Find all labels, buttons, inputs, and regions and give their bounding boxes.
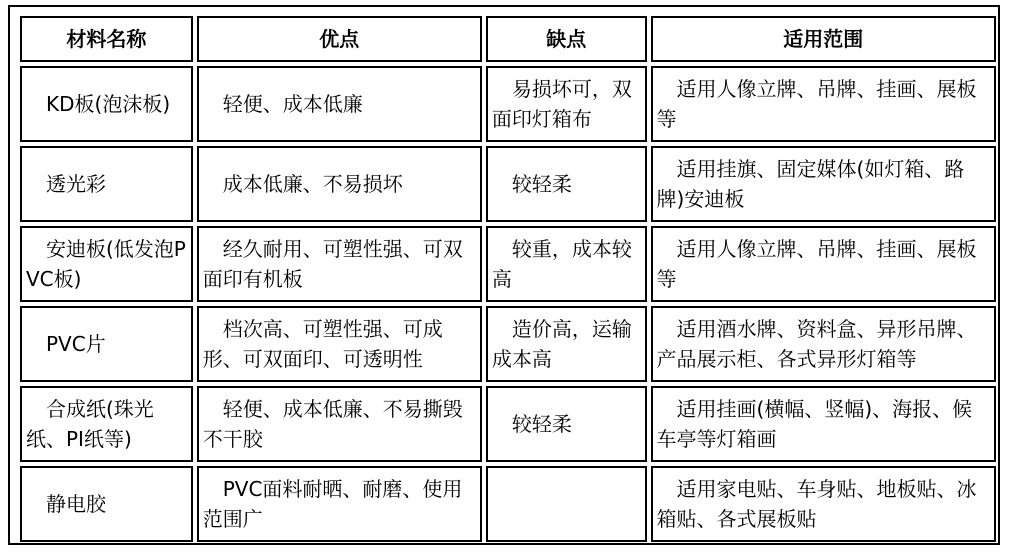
- cell-disadvantages: [486, 466, 647, 542]
- cell-advantages: 档次高、可塑性强、可成形、可双面印、可透明性: [197, 306, 482, 382]
- header-material-name: 材料名称: [20, 16, 193, 62]
- table-frame: [8, 5, 1000, 545]
- cell-advantages: 成本低廉、不易损坏: [197, 146, 482, 222]
- cell-application-scope: 适用人像立牌、吊牌、挂画、展板等: [651, 226, 996, 302]
- table-row: [20, 386, 996, 462]
- cell-application-scope: 适用酒水牌、资料盒、异形吊牌、产品展示柜、各式异形灯箱等: [651, 306, 996, 382]
- table-header-row: [20, 16, 996, 62]
- cell-material-name: 透光彩: [20, 146, 193, 222]
- cell-advantages: 经久耐用、可塑性强、可双面印有机板: [197, 226, 482, 302]
- header-application-scope: 适用范围: [651, 16, 996, 62]
- header-disadvantages: 缺点: [486, 16, 647, 62]
- cell-application-scope: 适用人像立牌、吊牌、挂画、展板等: [651, 66, 996, 142]
- cell-disadvantages: 较重，成本较高: [486, 226, 647, 302]
- cell-material-name: 静电胶: [20, 466, 193, 542]
- cell-advantages: 轻便、成本低廉: [197, 66, 482, 142]
- cell-advantages: 轻便、成本低廉、不易撕毁不干胶: [197, 386, 482, 462]
- cell-advantages: PVC面料耐晒、耐磨、使用范围广: [197, 466, 482, 542]
- cell-material-name: 安迪板(低发泡PVC板): [20, 226, 193, 302]
- cell-material-name: PVC片: [20, 306, 193, 382]
- table-row: [20, 146, 996, 222]
- cell-material-name: KD板(泡沫板): [20, 66, 193, 142]
- materials-table: [16, 12, 1000, 546]
- cell-material-name: 合成纸(珠光纸、PI纸等): [20, 386, 193, 462]
- header-advantages: 优点: [197, 16, 482, 62]
- cell-disadvantages: 造价高，运输成本高: [486, 306, 647, 382]
- cell-disadvantages: 易损坏可，双面印灯箱布: [486, 66, 647, 142]
- table-row: [20, 306, 996, 382]
- table-row: [20, 466, 996, 542]
- cell-disadvantages: 较轻柔: [486, 386, 647, 462]
- table-row: [20, 66, 996, 142]
- cell-application-scope: 适用挂画(横幅、竖幅)、海报、候车亭等灯箱画: [651, 386, 996, 462]
- cell-disadvantages: 较轻柔: [486, 146, 647, 222]
- cell-application-scope: 适用挂旗、固定媒体(如灯箱、路牌)安迪板: [651, 146, 996, 222]
- table-row: [20, 226, 996, 302]
- cell-application-scope: 适用家电贴、车身贴、地板贴、冰箱贴、各式展板贴: [651, 466, 996, 542]
